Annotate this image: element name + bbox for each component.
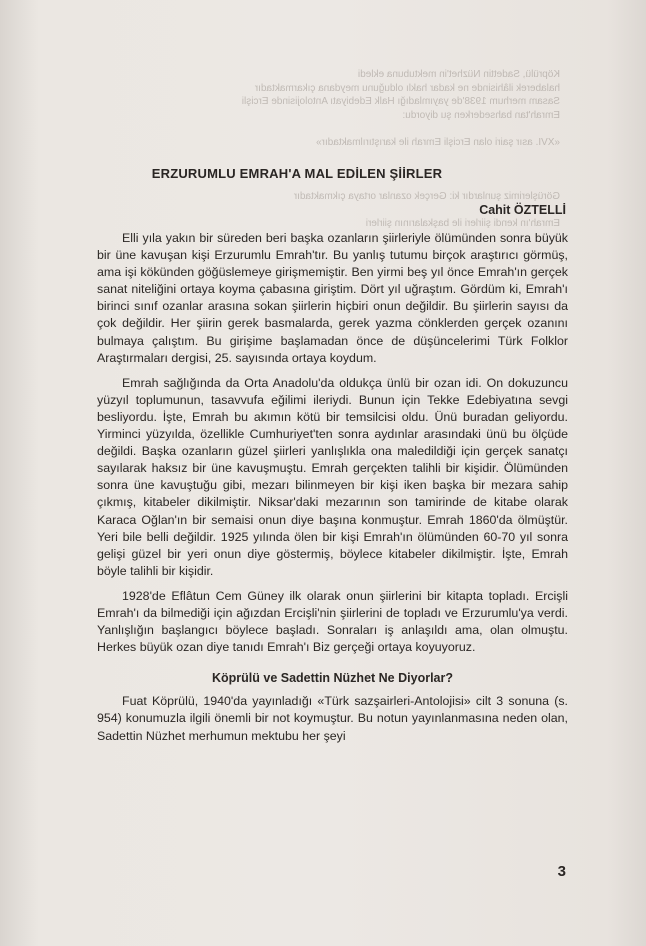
paragraph: Fuat Köprülü, 1940'da yayınladığı «Türk sazşairleri-Antolojisi» cilt 3 sonuna (s. 954) konumuzla ilgili önemli bir not koymuştur. Bu notun yayınlanmasına neden olan, Sadettin Nüzhet merhumun mektubu her şeyi <box>97 694 568 743</box>
page-number: 3 <box>557 863 566 880</box>
paragraph: Emrah sağlığında da Orta Anadolu'da oldukça ünlü bir ozan idi. On dokuzuncu yüzyıl toplumunun, tasavvufa eğilimi ileriydi. Bunun için Tekke Edebiyatına sevgi besliyordu. İşte, Emrah bu akımın kötü bir temsilcisi oldu. Ünü buradan geliyordu. Yirminci yüzyılda, özellikle Cumhuriyet'ten sonra aydınlar arasındaki ünü bu ölçüde değildi. Başka ozanların güzel şiirleri yanlışlıkla ona maledildiği için gerçek sanatçı sayılarak haksız bir üne kavuşmuştu. Emrah gerçekten talihli bir kişidir. Ölümünden sonra üne kavuştuğu gibi, mezarı bilinmeyen bir kişi iken başka bir mezara sahip çıkmış, kitabeler dikilmiştir. Niksar'daki mezarının son tamirinde de kitabe olarak Karaca Oğlan'ın bir semaisi onun diye başına konmuştur. Emrah 1860'da ölmüştür. Yeri bile belli değildir. 1925 yılında ölen bir kişi Emrah'ın ölümünden 60-70 yıl sonra gelişi güzel bir yeri onun diye göstermiş, böylece kitabeler dikilmiştir. İşte, Emrah böyle talihli bir kişidir. <box>97 375 568 578</box>
section-heading: Köprülü ve Sadettin Nüzhet Ne Diyorlar? <box>211 671 453 686</box>
article-body <box>97 230 568 745</box>
article-title: ERZURUMLU EMRAH'A MAL EDİLEN ŞİİRLER <box>151 166 443 181</box>
author-name: Cahit ÖZTELLİ <box>479 203 566 217</box>
paragraph: Elli yıla yakın bir süreden beri başka ozanların şiirleriyle ölümünden sonra büyük bir üne kavuşan kişi Erzurumlu Emrah'tır. Bu yanlış tutumu birçok araştırıcı görmüş, ama işi kökünden göğüslemeye girişmemiştir. Ben yirmi beş yıl önce Emrah'ın gerçek sanat niteliğini ortaya koyma çabasına giriştim. Dört yıl uğraştım. Gördüm ki, Emrah'ı birinci sınıf ozanlar arasına sokan şiirlerin hiçbiri onun değildir. Bu şiirlerin sayısı da çok değildir. Her şiirin gerek basmalarda, gerek yazma cönklerden gerçek ozanını bulmaya çalıştım. Bu girişime başlamadan önce de düşüncelerimi Türk Folklor Araştırmaları dergisi, 25. sayısında ortaya koydum. <box>97 231 568 365</box>
paragraph: 1928'de Eflâtun Cem Güney ilk olarak onun şiirlerini bir kitapta topladı. Ercişli Emrah'ı da bilmediği için ağızdan Ercişli'nin şiirlerini de topladı ve Erzurumlu'ya verdi. Yanlışlığın başlangıcı böylece başladı. Sonraları iş anlaşıldı ama, olan olmuştu. Herkes büyük ozan diye tanıdı Emrah'ı Biz gerçeği ortaya koyuyoruz. <box>97 588 568 655</box>
show-through-text: Köprülü, Sadettin Nüzhet'in mektubuna ekledi halaberek ilâhisinde ne kadar haklı olduğunu meydana çıkarmaktadır Sasam merhum 1938'de yayımladığı Halk Edebiyatı Antolojisinde Ercişli Emrah'tan bahsederken şu diyordu: «XVI. asır şairi olan Ercişli Emrah ile karıştırılmaktadır» Görüşlerimiz şunlardır ki: Gerçek ozanlar ortaya çıkmaktadır Emrah'ın kendi şiirleri ile başkalarının şiirleri <box>241 69 560 229</box>
